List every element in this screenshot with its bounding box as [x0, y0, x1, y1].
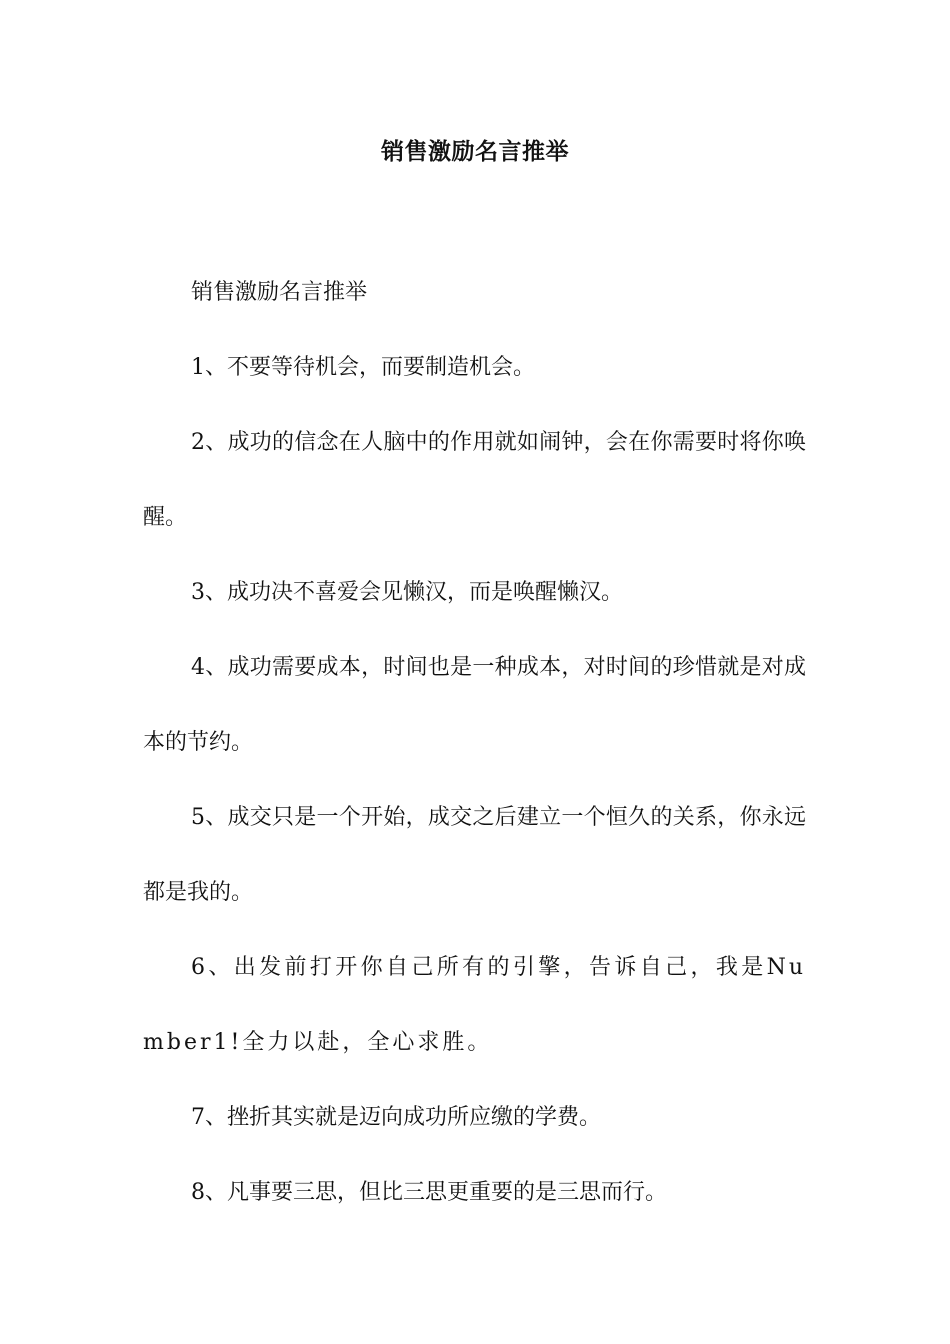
document-title: 销售激励名言推举	[381, 139, 569, 165]
quote-paragraph-1: 1、不要等待机会，而要制造机会。	[191, 355, 535, 380]
quote-paragraph-8: 8、凡事要三思，但比三思更重要的是三思而行。	[191, 1180, 667, 1205]
quote-paragraph-4: 4、成功需要成本，时间也是一种成本，对时间的珍惜就是对成本的节约。	[143, 655, 806, 755]
quote-paragraph-6: 6、出发前打开你自己所有的引擎，告诉自己，我是Number1!全力以赴，全心求胜。	[143, 955, 806, 1055]
quote-paragraph-2: 2、成功的信念在人脑中的作用就如闹钟，会在你需要时将你唤醒。	[143, 430, 806, 530]
document-body	[143, 255, 806, 1230]
quote-paragraph-3: 3、成功决不喜爱会见懒汉，而是唤醒懒汉。	[191, 580, 623, 605]
quote-paragraph-5: 5、成交只是一个开始，成交之后建立一个恒久的关系，你永远都是我的。	[143, 805, 806, 905]
subtitle-paragraph: 销售激励名言推举	[191, 280, 368, 305]
quote-paragraph-7: 7、挫折其实就是迈向成功所应缴的学费。	[191, 1105, 601, 1130]
